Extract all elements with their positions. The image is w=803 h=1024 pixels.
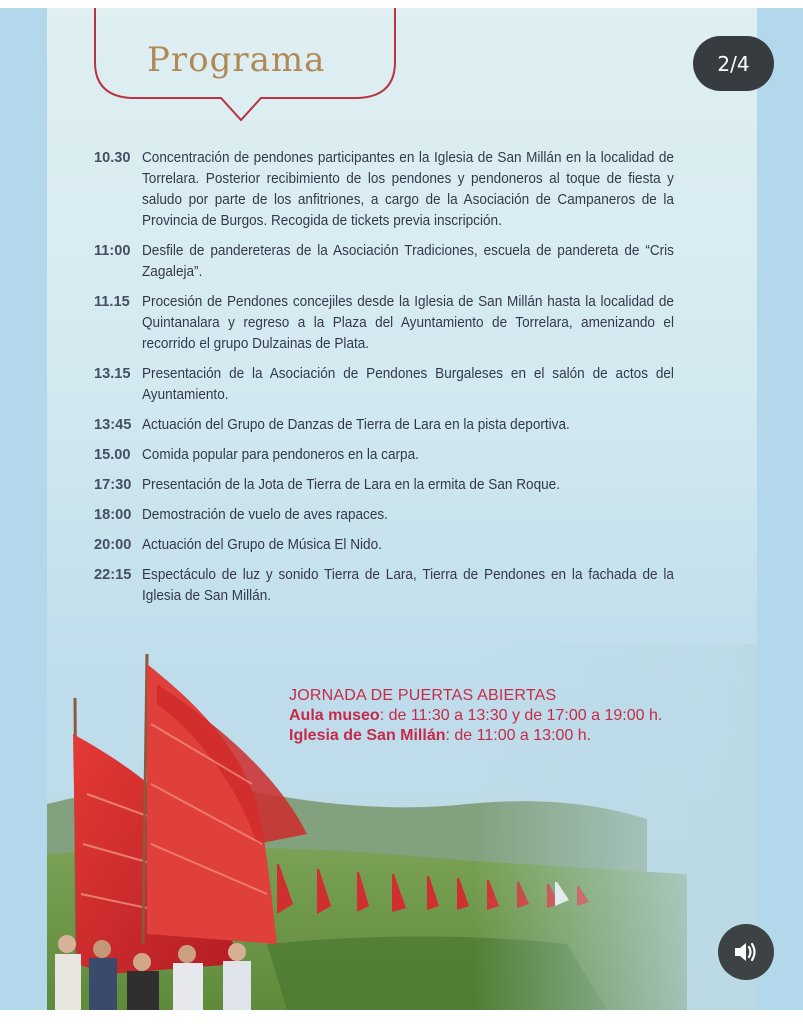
schedule-item xyxy=(94,364,714,406)
top-frame xyxy=(0,0,803,8)
schedule-item xyxy=(94,292,714,355)
schedule-item xyxy=(94,148,714,232)
schedule-text: Actuación del Grupo de Música El Nido. xyxy=(142,537,382,553)
church-hours-row xyxy=(289,726,749,746)
schedule-list xyxy=(94,148,714,616)
schedule-text: Demostración de vuelo de aves rapaces. xyxy=(142,507,388,523)
schedule-time: 13.15 xyxy=(94,366,131,382)
museum-hours-row xyxy=(289,706,749,726)
schedule-item xyxy=(94,565,714,607)
schedule-item xyxy=(94,415,714,436)
open-days-title: JORNADA DE PUERTAS ABIERTAS xyxy=(289,687,557,704)
schedule-text: Presentación de la Jota de Tierra de Lara en la ermita de San Roque. xyxy=(142,477,560,493)
program-poster xyxy=(47,8,757,1010)
schedule-time: 15.00 xyxy=(94,447,131,463)
schedule-time: 10.30 xyxy=(94,150,131,166)
right-edge xyxy=(757,8,803,1010)
schedule-text: Espectáculo de luz y sonido Tierra de Lara, Tierra de Pendones en la fachada de la Iglesia de San Millán. xyxy=(142,567,674,604)
schedule-item xyxy=(94,241,714,283)
schedule-item xyxy=(94,475,714,496)
schedule-time: 17:30 xyxy=(94,477,132,493)
schedule-time: 20:00 xyxy=(94,537,132,553)
schedule-item xyxy=(94,445,714,466)
audio-button[interactable] xyxy=(718,924,774,980)
schedule-text: Presentación de la Asociación de Pendones Burgaleses en el salón de actos del Ayuntamiento. xyxy=(142,366,674,403)
museum-label: Aula museo xyxy=(289,707,380,724)
schedule-text: Comida popular para pendoneros en la carpa. xyxy=(142,447,419,463)
schedule-item xyxy=(94,505,714,526)
schedule-time: 13:45 xyxy=(94,417,132,433)
schedule-text: Desfile de pandereteras de la Asociación Tradiciones, escuela de pandereta de “Cris Zagaleja”. xyxy=(142,243,674,280)
schedule-text: Concentración de pendones participantes en la Iglesia de San Millán en la localidad de Torrelara. Posterior recibimiento de los pendones y pendoneros al toque de fiesta y saludo por parte de los anfitriones, a cargo de la Asociación de Campaneros de la Provincia de Burgos. Recogida de tickets previa inscripción. xyxy=(142,150,674,229)
schedule-time: 18:00 xyxy=(94,507,132,523)
left-edge xyxy=(0,8,47,1010)
schedule-time: 11:00 xyxy=(94,243,131,259)
schedule-item xyxy=(94,535,714,556)
schedule-text: Procesión de Pendones concejiles desde la Iglesia de San Millán hasta la localidad de Quintanalara y regreso a la Plaza del Ayuntamiento de Torrelara, amenizando el recorrido el grupo Dulzainas de Plata. xyxy=(142,294,674,352)
speaker-icon xyxy=(733,940,759,964)
schedule-text: Actuación del Grupo de Danzas de Tierra de Lara en la pista deportiva. xyxy=(142,417,570,433)
page-counter: 2/4 xyxy=(693,36,774,91)
church-label: Iglesia de San Millán xyxy=(289,727,446,744)
church-hours: : de 11:00 a 13:00 h. xyxy=(445,727,592,744)
museum-hours: : de 11:30 a 13:30 y de 17:00 a 19:00 h. xyxy=(379,707,663,724)
schedule-time: 11.15 xyxy=(94,294,130,310)
bottom-frame xyxy=(0,1010,803,1024)
schedule-time: 22:15 xyxy=(94,567,132,583)
title-banner xyxy=(91,8,401,152)
banner-outline xyxy=(91,8,401,152)
poster-title: Programa xyxy=(147,40,326,80)
open-days-notice xyxy=(289,686,749,746)
